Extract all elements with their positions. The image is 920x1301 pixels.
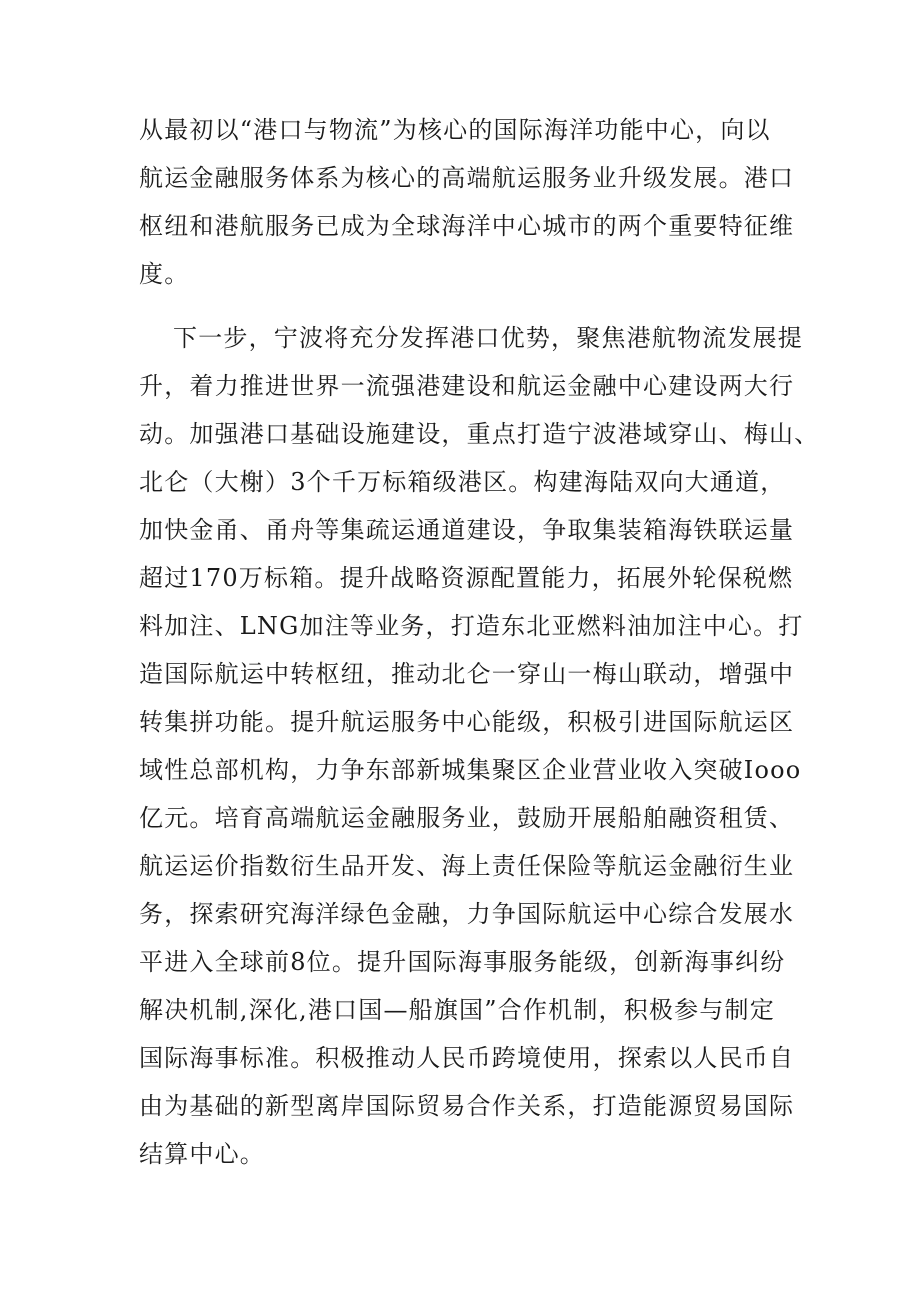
paragraph-2-line: 由为基础的新型离岸国际贸易合作关系，打造能源贸易国际	[139, 1092, 795, 1120]
paragraph-2-line: 超过170万标箱。提升战略资源配置能力，拓展外轮保税燃	[139, 564, 794, 592]
paragraph-2-line: 加快金甬、甬舟等集疏运通道建设，争取集装箱海铁联运量	[139, 516, 795, 544]
paragraph-2-line: 务，探索研究海洋绿色金融，力争国际航运中心综合发展水	[139, 900, 795, 928]
paragraph-2-line: 料加注、LNG加注等业务，打造东北亚燃料油加注中心。打	[139, 612, 804, 640]
paragraph-2-line: 平进入全球前8位。提升国际海事服务能级，创新海事纠纷	[139, 948, 786, 976]
paragraph-2-line: 转集拼功能。提升航运服务中心能级，积极引进国际航运区	[139, 708, 795, 736]
paragraph-1-line: 度。	[139, 260, 190, 288]
paragraph-1-line: 枢纽和港航服务已成为全球海洋中心城市的两个重要特征维	[139, 212, 795, 240]
paragraph-2-line: 域性总部机构，力争东部新城集聚区企业营业收入突破Iooo	[139, 756, 802, 784]
paragraph-1-line: 航运金融服务体系为核心的高端航运服务业升级发展。港口	[139, 164, 795, 192]
paragraph-2-line: 国际海事标准。积极推动人民币跨境使用，探索以人民币自	[139, 1044, 795, 1072]
paragraph-2-line: 亿元。培育高端航运金融服务业，鼓励开展船舶融资租赁、	[139, 804, 795, 832]
paragraph-2-line: 解决机制,深化,港口国—船旗国”合作机制，积极参与制定	[139, 996, 775, 1024]
paragraph-2-line: 造国际航运中转枢纽，推动北仑一穿山一梅山联动，增强中	[139, 660, 795, 688]
paragraph-2-line: 下一步，宁波将充分发挥港口优势，聚焦港航物流发展提	[173, 324, 803, 352]
paragraph-1	[139, 106, 795, 298]
paragraph-2-line: 北仑（大榭）3个千万标箱级港区。构建海陆双向大通道，	[139, 468, 786, 496]
paragraph-2-line: 升，着力推进世界一流强港建设和航运金融中心建设两大行	[139, 372, 795, 400]
paragraph-1-line: 从最初以“港口与物流”为核心的国际海洋功能中心，向以	[139, 116, 771, 144]
paragraph-2	[139, 314, 820, 1178]
paragraph-2-line: 结算中心。	[139, 1140, 265, 1168]
paragraph-2-line: 航运运价指数衍生品开发、海上责任保险等航运金融衍生业	[139, 852, 795, 880]
paragraph-2-line: 动。加强港口基础设施建设，重点打造宁波港域穿山、梅山、	[139, 420, 820, 448]
